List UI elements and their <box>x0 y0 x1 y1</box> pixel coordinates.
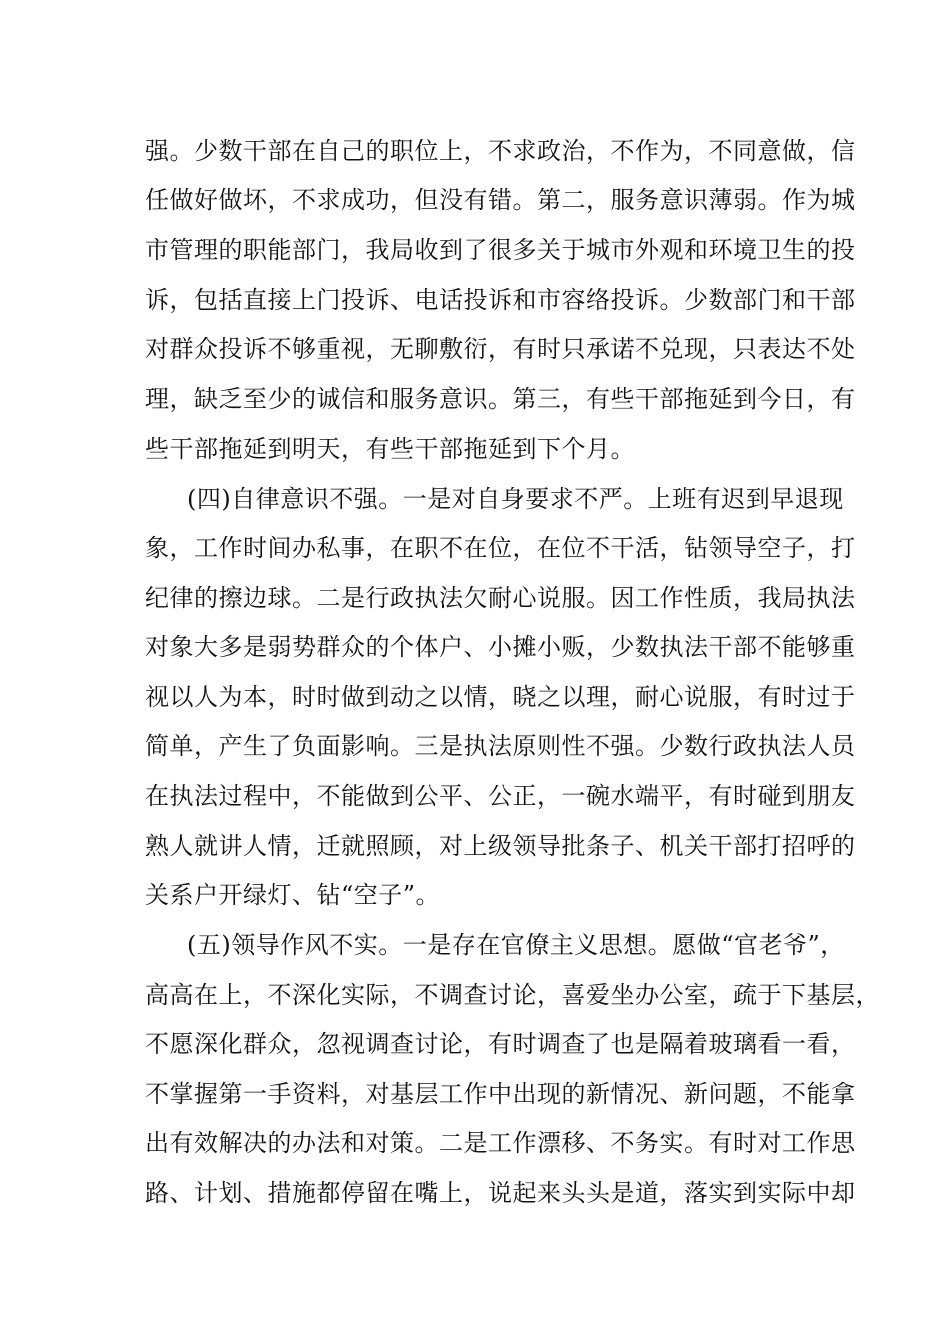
text-line: 理，缺乏至少的诚信和服务意识。第三，有些干部拖延到今日，有 <box>145 385 856 413</box>
text-line: 路、计划、措施都停留在嘴上，说起来头头是道，落实到实际中却 <box>145 1179 856 1207</box>
paragraph-heading-line: (五)领导作风不实。一是存在官僚主义思想。愿做“官老爷”， <box>187 931 845 959</box>
text-line: 任做好做坏，不求成功，但没有错。第二，服务意识薄弱。作为城 <box>145 186 856 214</box>
text-line: 关系户开绿灯、钻“空子”。 <box>145 881 441 909</box>
text-line: 诉，包括直接上门投诉、电话投诉和市容络投诉。少数部门和干部 <box>145 286 856 314</box>
text-line: 市管理的职能部门，我局收到了很多关于城市外观和环境卫生的投 <box>145 236 856 264</box>
text-line: 对群众投诉不够重视，无聊敷衍，有时只承诺不兑现，只表达不处 <box>145 335 856 363</box>
text-line: 不掌握第一手资料，对基层工作中出现的新情况、新问题，不能拿 <box>145 1080 856 1108</box>
text-line: 高高在上，不深化实际，不调查讨论，喜爱坐办公室，疏于下基层， <box>145 981 880 1009</box>
text-line: 在执法过程中，不能做到公平、公正，一碗水端平，有时碰到朋友 <box>145 782 856 810</box>
paragraph-heading-line: (四)自律意识不强。一是对自身要求不严。上班有迟到早退现 <box>187 485 844 513</box>
text-line: 强。少数干部在自己的职位上，不求政治，不作为，不同意做，信 <box>145 137 856 165</box>
text-line: 不愿深化群众，忽视调查讨论，有时调查了也是隔着玻璃看一看， <box>145 1030 856 1058</box>
text-line: 对象大多是弱势群众的个体户、小摊小贩，少数执法干部不能够重 <box>145 633 856 661</box>
text-line: 熟人就讲人情，迁就照顾，对上级领导批条子、机关干部打招呼的 <box>145 832 856 860</box>
text-line: 纪律的擦边球。二是行政执法欠耐心说服。因工作性质，我局执法 <box>145 584 856 612</box>
text-line: 出有效解决的办法和对策。二是工作漂移、不务实。有时对工作思 <box>145 1129 856 1157</box>
text-line: 些干部拖延到明天，有些干部拖延到下个月。 <box>145 435 635 463</box>
text-line: 象，工作时间办私事，在职不在位，在位不干活，钻领导空子，打 <box>145 534 856 562</box>
text-line: 简单，产生了负面影响。三是执法原则性不强。少数行政执法人员 <box>145 732 856 760</box>
text-line: 视以人为本，时时做到动之以情，晓之以理，耐心说服，有时过于 <box>145 683 856 711</box>
